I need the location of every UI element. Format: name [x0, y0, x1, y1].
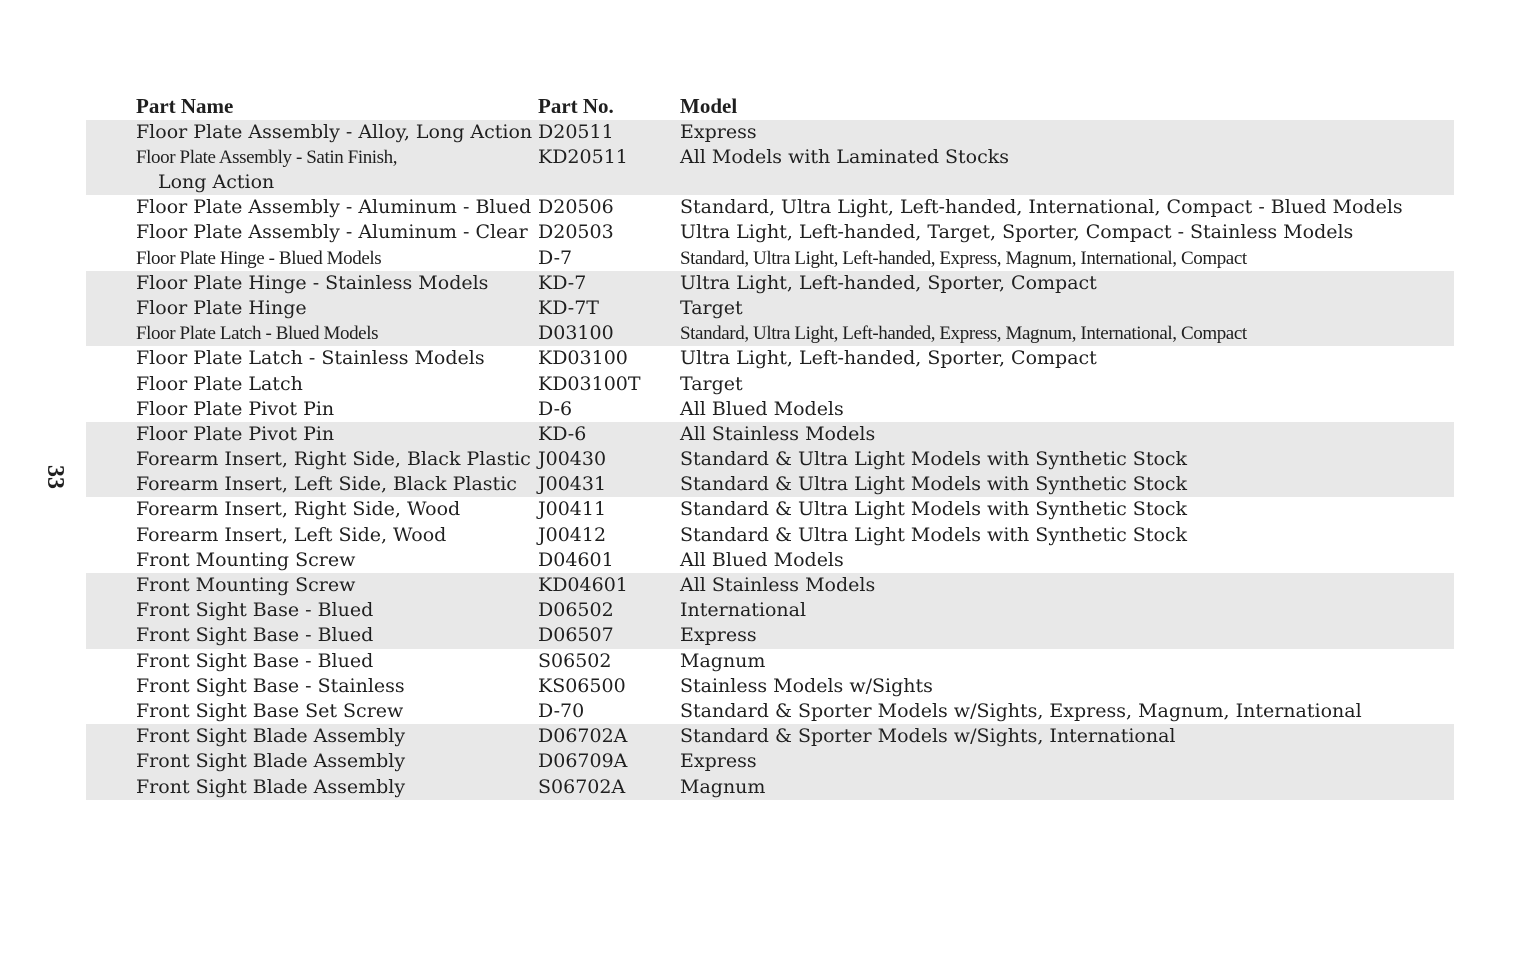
part-name-cell: Front Sight Base - Stainless: [136, 674, 405, 697]
part-no-cell: KD-7T: [538, 296, 599, 319]
part-no-cell: S06502: [538, 649, 612, 672]
table-row: [86, 775, 1454, 800]
part-no-cell: J00411: [538, 498, 607, 521]
model-cell: Magnum: [680, 649, 766, 672]
part-no-cell: D-70: [538, 699, 585, 722]
table-row: [86, 749, 1454, 774]
row-group: [86, 120, 1454, 195]
part-name-cell: [136, 145, 397, 195]
model-cell: Ultra Light, Left-handed, Sporter, Compact: [680, 347, 1097, 370]
part-name-cell: Front Sight Base - Blued: [136, 624, 374, 647]
table-row: [86, 296, 1454, 321]
model-cell: Ultra Light, Left-handed, Target, Sporter, Compact - Stainless Models: [680, 221, 1354, 244]
table-row: [86, 220, 1454, 245]
page-number: 33: [42, 465, 68, 489]
row-group: [86, 346, 1454, 422]
part-no-cell: S06702A: [538, 775, 626, 798]
header-part-no: Part No.: [538, 94, 614, 118]
part-name-cell: Floor Plate Hinge: [136, 296, 307, 319]
table-row: [86, 271, 1454, 296]
row-group: [86, 271, 1454, 347]
part-no-cell: D04601: [538, 548, 614, 571]
part-name-cell: Forearm Insert, Right Side, Black Plastic: [136, 448, 531, 471]
part-no-cell: KD-6: [538, 422, 587, 445]
part-name-cell: Front Mounting Screw: [136, 574, 356, 596]
part-no-cell: D-6: [538, 397, 573, 420]
part-no-cell: D-7: [538, 246, 573, 269]
model-cell: Standard & Ultra Light Models with Synthetic Stock: [680, 523, 1188, 546]
part-name-cell: Front Sight Blade Assembly: [136, 725, 406, 748]
part-name-cell: Floor Plate Assembly - Aluminum - Blued: [136, 196, 532, 219]
table-row: [86, 724, 1454, 749]
part-no-cell: J00431: [538, 473, 607, 496]
model-cell: Target: [680, 372, 743, 395]
part-no-cell: D20506: [538, 196, 614, 219]
table-row: [86, 472, 1454, 497]
model-cell: International: [680, 599, 807, 622]
model-cell: Magnum: [680, 775, 766, 798]
part-name-line-1: Floor Plate Assembly - Satin Finish,: [136, 147, 398, 169]
part-no-cell: D20503: [538, 221, 614, 244]
model-cell: Express: [680, 624, 757, 647]
part-no-cell: KD04601: [538, 574, 628, 596]
table-row: [86, 120, 1454, 145]
table-row: [86, 195, 1454, 220]
part-name-cell: Floor Plate Assembly - Alloy, Long Action: [136, 121, 533, 143]
part-name-cell: Floor Plate Pivot Pin: [136, 422, 335, 445]
model-cell: Standard & Ultra Light Models with Synthetic Stock: [680, 448, 1188, 471]
part-no-cell: KD20511: [538, 146, 628, 169]
part-no-cell: D06507: [538, 624, 614, 647]
part-name-cell: Front Mounting Screw: [136, 548, 356, 571]
table-row: [86, 145, 1454, 195]
part-name-cell: Floor Plate Hinge - Blued Models: [136, 247, 382, 269]
table-header: [86, 92, 1454, 120]
part-name-cell: Front Sight Base - Blued: [136, 649, 374, 672]
part-name-cell: Front Sight Base - Blued: [136, 599, 374, 622]
parts-table: [86, 92, 1454, 800]
part-no-cell: D06709A: [538, 750, 628, 773]
table-row: [86, 497, 1454, 522]
table-row: [86, 372, 1454, 397]
part-name-cell: Floor Plate Latch - Stainless Models: [136, 347, 485, 370]
model-cell: Standard & Ultra Light Models with Synthetic Stock: [680, 473, 1188, 496]
part-name-line-2: Long Action: [158, 171, 275, 194]
model-cell: All Models with Laminated Stocks: [680, 146, 1010, 169]
model-cell: Target: [680, 296, 743, 319]
model-cell: All Blued Models: [680, 397, 844, 420]
table-row: [86, 623, 1454, 648]
part-no-cell: D03100: [538, 322, 614, 345]
table-row: [86, 246, 1454, 271]
model-cell: Express: [680, 121, 757, 143]
table-row: [86, 397, 1454, 422]
part-name-cell: Front Sight Blade Assembly: [136, 750, 406, 773]
part-name-cell: Front Sight Blade Assembly: [136, 775, 406, 798]
row-group: [86, 422, 1454, 498]
part-no-cell: D06502: [538, 599, 614, 622]
part-no-cell: KD03100: [538, 347, 628, 370]
part-no-cell: J00412: [538, 523, 607, 546]
part-no-cell: J00430: [538, 448, 607, 471]
row-group: [86, 573, 1454, 649]
model-cell: Standard & Sporter Models w/Sights, International: [680, 725, 1176, 748]
part-no-cell: D06702A: [538, 725, 628, 748]
part-name-cell: Forearm Insert, Left Side, Black Plastic: [136, 473, 517, 496]
part-name-cell: Floor Plate Latch - Blued Models: [136, 323, 379, 345]
header-model: Model: [680, 94, 738, 118]
part-name-cell: Floor Plate Latch: [136, 372, 303, 395]
model-cell: Ultra Light, Left-handed, Sporter, Compact: [680, 271, 1097, 294]
model-cell: All Stainless Models: [680, 574, 876, 596]
row-group: [86, 195, 1454, 271]
table-row: [86, 523, 1454, 548]
part-name-cell: Floor Plate Assembly - Aluminum - Clear: [136, 221, 528, 244]
model-cell: Express: [680, 750, 757, 773]
model-cell: Stainless Models w/Sights: [680, 674, 933, 697]
header-part-name: Part Name: [136, 94, 234, 118]
part-name-cell: Forearm Insert, Left Side, Wood: [136, 523, 447, 546]
part-no-cell: D20511: [538, 121, 614, 143]
table-row: [86, 422, 1454, 447]
model-cell: All Blued Models: [680, 548, 844, 571]
part-name-cell: Forearm Insert, Right Side, Wood: [136, 498, 461, 521]
part-no-cell: KD03100T: [538, 372, 641, 395]
model-cell: Standard, Ultra Light, Left-handed, International, Compact - Blued Models: [680, 196, 1403, 219]
table-row: [86, 346, 1454, 371]
table-row: [86, 548, 1454, 573]
model-cell: Standard & Sporter Models w/Sights, Express, Magnum, International: [680, 699, 1362, 722]
table-row: [86, 649, 1454, 674]
table-row: [86, 699, 1454, 724]
row-group: [86, 649, 1454, 725]
row-group: [86, 724, 1454, 800]
table-row: [86, 598, 1454, 623]
model-cell: All Stainless Models: [680, 422, 876, 445]
table-row: [86, 447, 1454, 472]
part-name-cell: Floor Plate Hinge - Stainless Models: [136, 271, 489, 294]
table-row: [86, 573, 1454, 598]
model-cell: Standard & Ultra Light Models with Synthetic Stock: [680, 498, 1188, 521]
part-no-cell: KS06500: [538, 674, 626, 697]
table-row: [86, 674, 1454, 699]
model-cell: Standard, Ultra Light, Left-handed, Express, Magnum, International, Compact: [680, 247, 1247, 269]
row-group: [86, 497, 1454, 573]
model-cell: Standard, Ultra Light, Left-handed, Express, Magnum, International, Compact: [680, 323, 1247, 345]
table-row: [86, 321, 1454, 346]
part-name-cell: Front Sight Base Set Screw: [136, 699, 404, 722]
part-no-cell: KD-7: [538, 271, 587, 294]
part-name-cell: Floor Plate Pivot Pin: [136, 397, 335, 420]
